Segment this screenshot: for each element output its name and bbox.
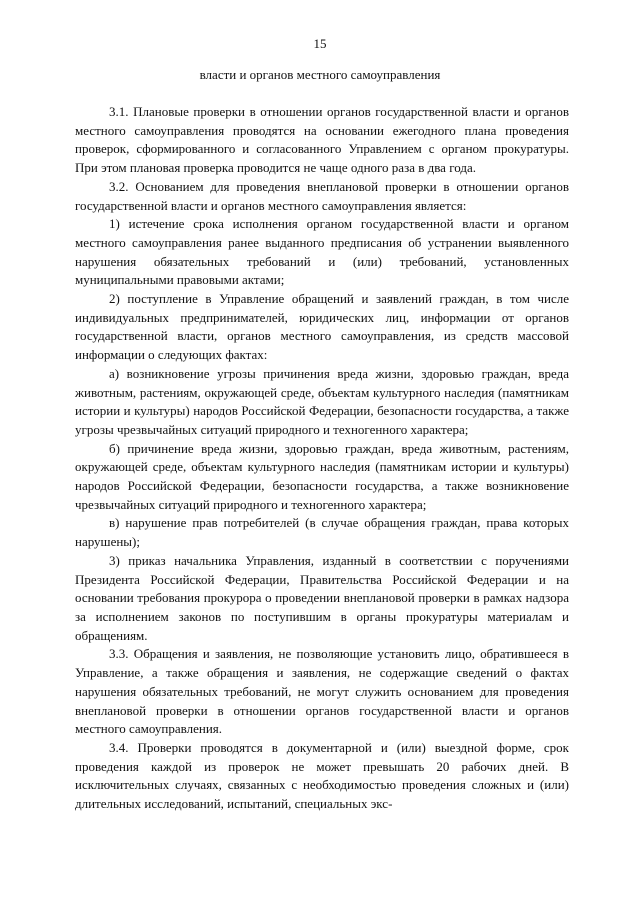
list-item-2b: б) причинение вреда жизни, здоровью граждан, вреда животным, растениям, окружающей среде, объектам культурного наследия (памятникам истории и культуры) народов Российской Федерации, безопасности государства, а также возникновение чрезвычайных ситуаций природного и техногенного характера; bbox=[75, 440, 569, 512]
paragraph-3-1: 3.1. Плановые проверки в отношении органов государственной власти и органов местного самоуправления проводятся на основании ежегодного плана проведения проверок, сформированного и согласованного Управлением с органом прокуратуры. При этом плановая проверка проводится не чаще одного раза в два года. bbox=[75, 104, 569, 176]
page-number: 15 bbox=[313, 36, 327, 51]
body-text bbox=[75, 103, 569, 814]
paragraph-3-4: 3.4. Проверки проводятся в документарной и (или) выездной форме, срок проведения каждой из проверок не может превышать 20 рабочих дней. В исключительных случаях, связанных с необходимостью проведения сложных и (или) длительных исследований, испытаний, специальных экс- bbox=[75, 739, 569, 812]
continuation-line: власти и органов местного самоуправления bbox=[199, 67, 441, 82]
paragraph-3-2: 3.2. Основанием для проведения внеплановой проверки в отношении органов государственной власти и органов местного самоуправления является: bbox=[75, 178, 569, 213]
list-item-1: 1) истечение срока исполнения органом государственной власти и органом местного самоуправления ранее выданного предписания об устранении выявленного нарушения обязательных требований и (или) требований, установленных муниципальными правовыми актами; bbox=[75, 216, 569, 288]
list-item-2v: в) нарушение прав потребителей (в случае обращения граждан, права которых нарушены); bbox=[75, 515, 569, 550]
list-item-2a: а) возникновение угрозы причинения вреда жизни, здоровью граждан, вреда животным, растениям, окружающей среде, объектам культурного наследия (памятникам истории и культуры) народов Российской Федерации, безопасности государства, а также угрозы чрезвычайных ситуаций природного и техногенного характера; bbox=[75, 365, 569, 437]
list-item-2: 2) поступление в Управление обращений и заявлений граждан, в том числе индивидуальных предпринимателей, юридических лиц, информации от органов государственной власти, органов местного самоуправления, из средств массовой информации о следующих фактах: bbox=[75, 291, 569, 363]
paragraph-3-3: 3.3. Обращения и заявления, не позволяющие установить лицо, обратившееся в Управление, а также обращения и заявления, не содержащие сведений о фактах нарушения обязательных требований, не могут служить основанием для проведения внеплановой проверки в отношении органов государственной власти и органов местного самоуправления. bbox=[75, 646, 569, 737]
list-item-3: 3) приказ начальника Управления, изданный в соответствии с поручениями Президента Российской Федерации, Правительства Российской Федерации и на основании требования прокурора о проведении внеплановой проверки в рамках надзора за исполнением законов по поступившим в органы прокуратуры материалам и обращениям. bbox=[75, 552, 569, 643]
